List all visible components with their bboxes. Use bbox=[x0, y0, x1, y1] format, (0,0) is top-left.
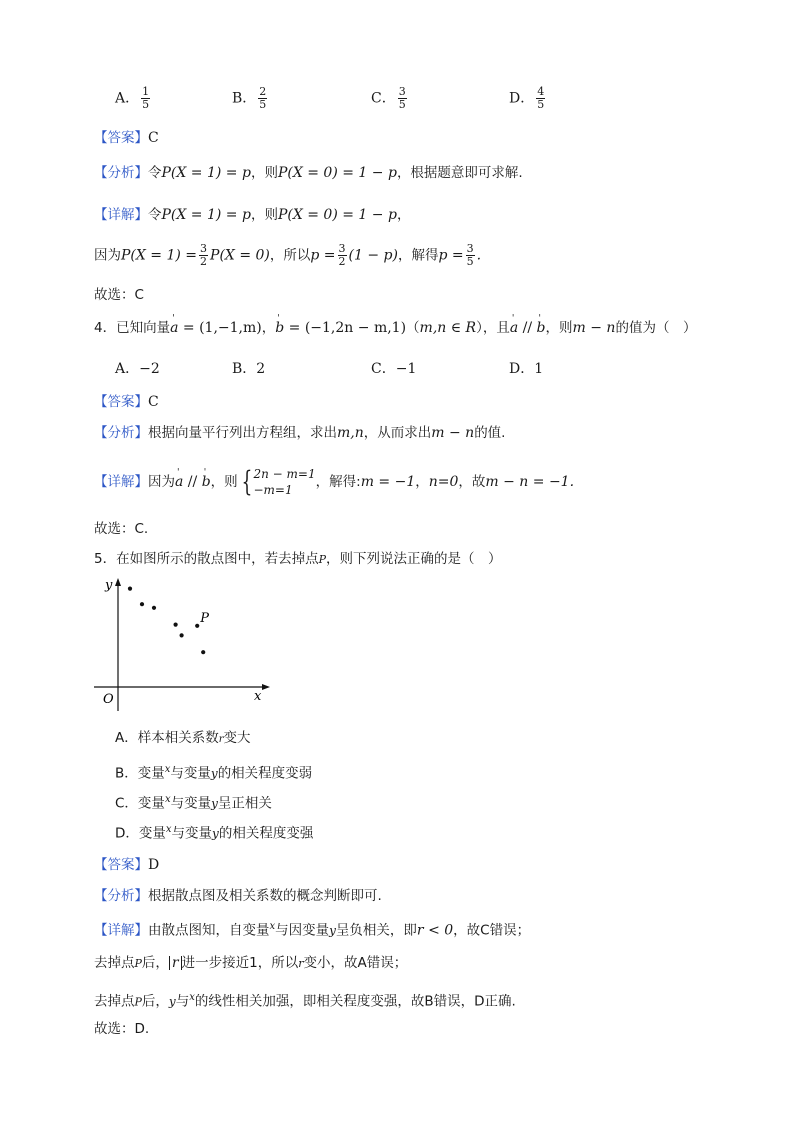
numerator: 3 bbox=[200, 242, 208, 255]
q3-option-a bbox=[115, 86, 152, 111]
answer-tag: 【答案】 bbox=[94, 857, 148, 873]
denominator: 5 bbox=[259, 98, 267, 111]
text: 令 bbox=[148, 165, 162, 181]
text: C．变量 bbox=[115, 795, 165, 812]
q4-option-b: B．2 bbox=[232, 361, 266, 377]
text: 变小，故A错误； bbox=[303, 955, 408, 971]
denominator: 5 bbox=[398, 98, 406, 111]
math: m,n ∈ R bbox=[419, 320, 477, 336]
vector-a: ' a bbox=[175, 466, 183, 498]
q3-conclusion: 故选：C bbox=[94, 287, 144, 303]
math: x bbox=[269, 921, 276, 932]
q5-analysis bbox=[94, 886, 382, 906]
text: 与变量 bbox=[171, 825, 213, 842]
denominator: 5 bbox=[142, 98, 150, 111]
math: x bbox=[164, 794, 171, 805]
text: （ bbox=[406, 320, 420, 336]
math: m − n bbox=[572, 320, 616, 336]
math: p = bbox=[438, 247, 464, 264]
q3-option-c bbox=[371, 86, 409, 111]
q4-option-a: A．−2 bbox=[115, 361, 160, 377]
math: y bbox=[329, 923, 336, 938]
text: 去掉点 bbox=[94, 955, 135, 971]
fraction bbox=[536, 86, 545, 111]
q3-option-d bbox=[509, 86, 547, 111]
text: 的相关程度变强 bbox=[218, 825, 314, 842]
text: 后， bbox=[141, 993, 169, 1010]
analysis-tag: 【分析】 bbox=[94, 888, 148, 904]
text: 由散点图知，自变量 bbox=[148, 922, 270, 939]
scatter-point bbox=[174, 623, 178, 627]
scatter-point bbox=[180, 633, 184, 637]
scatter-point bbox=[140, 602, 144, 606]
text: 呈负相关，即 bbox=[335, 922, 417, 939]
text: 令 bbox=[148, 207, 162, 223]
text: ， bbox=[261, 320, 276, 336]
fraction bbox=[466, 243, 475, 268]
analysis-tag: 【分析】 bbox=[94, 165, 148, 181]
option-label: B． bbox=[232, 90, 257, 107]
text: 5．在如图所示的散点图中，若去掉点 bbox=[94, 551, 319, 567]
fraction bbox=[338, 243, 347, 268]
vector-b: ' b bbox=[202, 466, 211, 498]
math: // bbox=[518, 320, 537, 336]
math: // bbox=[183, 474, 202, 490]
x-axis-label: x bbox=[254, 689, 262, 704]
q5-detail-line-2 bbox=[94, 953, 407, 974]
q3-detail-line-1 bbox=[94, 205, 410, 225]
q4-option-d: D．1 bbox=[509, 361, 544, 377]
text: ，则 bbox=[250, 165, 278, 181]
equation-system bbox=[254, 466, 316, 498]
denominator: 5 bbox=[537, 98, 545, 111]
scatter-point bbox=[201, 650, 205, 654]
math: = (−1,2n − m,1) bbox=[284, 320, 407, 336]
scatter-point bbox=[195, 624, 199, 628]
origin-label: O bbox=[103, 692, 114, 707]
q3-detail-line-2 bbox=[94, 243, 481, 268]
q5-option-b bbox=[115, 760, 312, 784]
text: ，所以 bbox=[269, 247, 311, 264]
fraction bbox=[141, 86, 150, 111]
option-label: A． bbox=[115, 90, 140, 107]
math: x bbox=[189, 992, 195, 1003]
q5-conclusion: 故选：D. bbox=[94, 1021, 150, 1037]
q4-answer bbox=[94, 392, 159, 412]
text: ，根据题意即可求解. bbox=[396, 165, 523, 181]
scatter-plot bbox=[94, 576, 274, 716]
denominator: 5 bbox=[466, 255, 474, 268]
math: r bbox=[298, 957, 304, 970]
text: ， bbox=[415, 474, 429, 490]
text: B．变量 bbox=[115, 765, 165, 782]
vector-b: ' b bbox=[275, 318, 284, 338]
option-label: D． bbox=[509, 90, 535, 107]
text: ，解得 bbox=[397, 247, 439, 264]
answer-value: C bbox=[148, 394, 159, 410]
math: n=0 bbox=[428, 474, 459, 490]
math: P(X = 0) bbox=[210, 247, 270, 264]
equation-1: 2n − m=1 bbox=[253, 467, 316, 481]
math: P(X = 0) = 1 − p bbox=[277, 207, 397, 223]
vector-a: ' a bbox=[170, 318, 178, 338]
math: m − n bbox=[431, 425, 475, 441]
answer-value: C bbox=[148, 130, 159, 146]
math: x bbox=[165, 824, 172, 835]
text: 进一步接近1，所以 bbox=[181, 955, 299, 971]
vector-b: ' b bbox=[537, 318, 546, 338]
math: x bbox=[164, 764, 171, 775]
text: 与变量 bbox=[170, 795, 212, 812]
text: ，故C错误； bbox=[453, 922, 531, 939]
text: ，故 bbox=[458, 474, 486, 490]
denominator: 2 bbox=[200, 255, 208, 268]
math: y bbox=[211, 796, 218, 811]
numerator: 1 bbox=[142, 85, 150, 98]
numerator: 4 bbox=[537, 85, 545, 98]
math: P(X = 1) = p bbox=[161, 207, 251, 223]
math: P bbox=[318, 553, 326, 566]
numerator: 3 bbox=[398, 85, 406, 98]
math: P(X = 0) = 1 − p bbox=[277, 165, 397, 181]
math: . bbox=[476, 247, 482, 264]
option-label: C． bbox=[371, 90, 396, 107]
left-brace: { bbox=[241, 465, 252, 498]
q5-option-d bbox=[115, 820, 313, 844]
text: 呈正相关 bbox=[217, 795, 272, 812]
q5-answer bbox=[94, 855, 159, 875]
text: 变大 bbox=[223, 730, 251, 746]
y-axis-label: y bbox=[105, 578, 113, 593]
q3-analysis bbox=[94, 163, 523, 183]
numerator: 3 bbox=[466, 242, 474, 255]
math: = (1,−1,m) bbox=[178, 320, 262, 336]
text: 根据散点图及相关系数的概念判断即可. bbox=[148, 888, 382, 904]
abs-r: r bbox=[169, 956, 182, 970]
math: y bbox=[168, 994, 176, 1009]
math: p = bbox=[310, 247, 336, 264]
math: r bbox=[218, 734, 224, 745]
text: ，则 bbox=[250, 207, 278, 223]
vector-a: ' a bbox=[510, 318, 518, 338]
scatter-point bbox=[152, 606, 156, 610]
q4-stem bbox=[94, 318, 696, 338]
y-axis-arrow bbox=[115, 578, 121, 586]
equation-2: −m=1 bbox=[253, 483, 293, 497]
text: ，则下列说法正确的是（ ） bbox=[326, 551, 502, 567]
scatter-point bbox=[128, 587, 132, 591]
x-axis-arrow bbox=[262, 684, 270, 690]
text: 因为 bbox=[94, 247, 121, 264]
detail-tag: 【详解】 bbox=[94, 474, 148, 490]
q5-stem bbox=[94, 549, 502, 570]
denominator: 2 bbox=[338, 255, 346, 268]
text: 4．已知向量 bbox=[94, 320, 171, 336]
text: ， bbox=[396, 207, 411, 223]
fraction bbox=[258, 86, 267, 111]
numerator: 3 bbox=[338, 242, 346, 255]
q3-option-b bbox=[232, 86, 269, 111]
text: 的值为（ ） bbox=[615, 320, 697, 336]
math: m,n bbox=[337, 425, 364, 441]
fraction bbox=[398, 86, 407, 111]
answer-value: D bbox=[148, 857, 160, 873]
text: ，则 bbox=[545, 320, 573, 336]
q5-detail-line-1 bbox=[94, 917, 530, 941]
text: 的相关程度变弱 bbox=[217, 765, 313, 782]
text: 与变量 bbox=[170, 765, 211, 782]
text: 的线性相关加强，即相关程度变强，故B错误，D正确. bbox=[194, 993, 516, 1010]
math: m − n = −1. bbox=[485, 474, 575, 490]
detail-tag: 【详解】 bbox=[94, 207, 148, 223]
answer-tag: 【答案】 bbox=[94, 130, 148, 146]
text: ，从而求出 bbox=[363, 425, 432, 441]
math: m = −1 bbox=[360, 474, 416, 490]
text: 与因变量 bbox=[275, 922, 330, 939]
scatter-points bbox=[128, 587, 205, 655]
text: 的值. bbox=[474, 425, 506, 441]
math: P(X = 1) = bbox=[121, 247, 198, 264]
math: P bbox=[134, 995, 142, 1009]
text: 与 bbox=[175, 993, 190, 1010]
text: D．变量 bbox=[115, 825, 166, 842]
numerator: 2 bbox=[259, 85, 267, 98]
q4-conclusion: 故选：C. bbox=[94, 521, 149, 537]
math: r < 0 bbox=[416, 922, 454, 939]
text: 后， bbox=[141, 955, 169, 971]
math: y bbox=[212, 826, 219, 841]
answer-tag: 【答案】 bbox=[94, 394, 148, 410]
math: (1 − p) bbox=[348, 247, 398, 264]
detail-tag: 【详解】 bbox=[94, 922, 148, 939]
math: P bbox=[134, 957, 142, 970]
text: ，解得: bbox=[315, 474, 361, 490]
q5-option-a bbox=[115, 728, 251, 750]
math: y bbox=[210, 766, 218, 781]
q5-option-c bbox=[115, 790, 272, 814]
fraction bbox=[199, 243, 208, 268]
text: ），且 bbox=[476, 320, 510, 336]
analysis-tag: 【分析】 bbox=[94, 425, 148, 441]
text: ，则 bbox=[210, 474, 238, 490]
q4-option-c: C．−1 bbox=[371, 361, 417, 377]
point-p-label: P bbox=[200, 610, 209, 626]
q4-detail bbox=[94, 466, 574, 498]
text: 因为 bbox=[148, 474, 175, 490]
q3-answer bbox=[94, 128, 159, 148]
q4-analysis bbox=[94, 423, 505, 443]
math: P(X = 1) = p bbox=[161, 165, 251, 181]
q5-detail-line-3 bbox=[94, 988, 516, 1013]
text: A．样本相关系数 bbox=[115, 730, 219, 746]
text: 去掉点 bbox=[94, 993, 135, 1010]
text: 根据向量平行列出方程组，求出 bbox=[148, 425, 337, 441]
